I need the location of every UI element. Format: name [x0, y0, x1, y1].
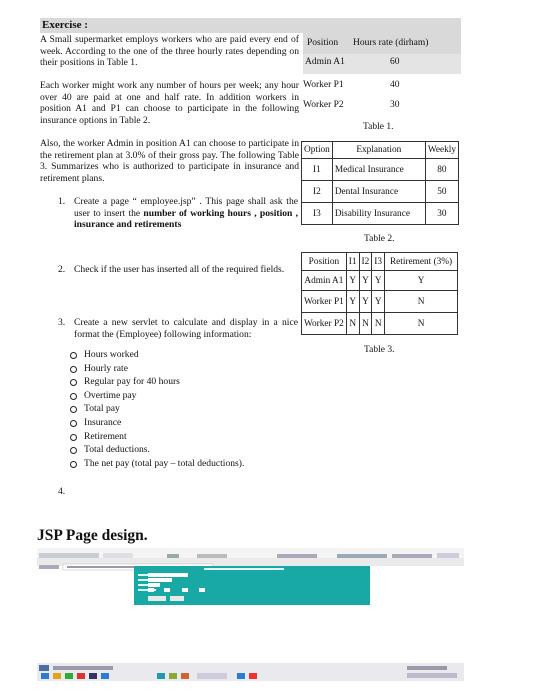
task4-number: 4.: [58, 486, 66, 497]
task2-number: 2.: [58, 264, 66, 275]
table2-header: Explanation: [332, 142, 425, 159]
list-item-text: Total pay: [84, 403, 120, 415]
browser-tab-bar: [37, 548, 464, 558]
table2-cell: 80: [425, 159, 458, 181]
table3-cell: Y: [359, 271, 372, 291]
table2: [301, 141, 459, 225]
table3-header: Retirement (3%): [385, 253, 458, 271]
list-item: [70, 362, 310, 376]
table3-cell: Worker P1: [302, 291, 347, 313]
table3-header: I2: [359, 253, 372, 271]
paragraph-insurance: Each worker might work any number of hours per week; any hour over 40 are paid at one and half rate. In addition workers in position A1 and P1 can choose to participate in the following insurance options in Table 2.: [40, 80, 299, 126]
table1-header: [303, 32, 461, 54]
os-taskbar-graphic: [37, 663, 464, 681]
table3-caption: Table 3.: [364, 345, 395, 355]
bullet-circle-icon: [70, 420, 77, 427]
table2-header: Option: [302, 142, 333, 159]
table2-cell: Medical Insurance: [332, 159, 425, 181]
app-form-area: [134, 566, 370, 605]
table3-cell: Admin A1: [302, 271, 347, 291]
table1-row-position: Worker P1: [303, 80, 344, 90]
bullet-list: [70, 348, 310, 470]
task1-text-bold: number of working hours , position , insurance and retirements: [74, 207, 299, 231]
bullet-circle-icon: [70, 434, 77, 441]
table3-cell: Y: [359, 291, 372, 313]
table3-cell: Y: [346, 291, 359, 313]
bullet-circle-icon: [70, 366, 77, 373]
table3-cell: N: [346, 313, 359, 335]
table3-cell: N: [385, 313, 458, 335]
table3-header: I3: [372, 253, 385, 271]
task1-text-plain: Create a page “ employee.jsp” . This page shall ask the user to insert the: [74, 196, 298, 219]
os-taskbar: [37, 663, 464, 681]
table1-header-rate: Hours rate (dirham): [353, 38, 429, 48]
list-item-text: Total deductions.: [84, 444, 150, 456]
table3-cell: Y: [372, 291, 385, 313]
list-item-text: Hourly rate: [84, 362, 128, 374]
list-item-text: Insurance: [84, 416, 122, 428]
table3-cell: N: [359, 313, 372, 335]
list-item: [70, 348, 310, 362]
table2-cell: I2: [302, 181, 333, 203]
bullet-circle-icon: [70, 406, 77, 413]
list-item: [70, 443, 310, 457]
table3-cell: Y: [346, 271, 359, 291]
table1-row-rate: 60: [390, 57, 400, 67]
list-item: [70, 457, 310, 471]
bullet-circle-icon: [70, 379, 77, 386]
table2-cell: 50: [425, 181, 458, 203]
table1-row-position: Admin A1: [305, 57, 345, 67]
table1-header-position: Position: [307, 38, 339, 48]
task1-text: [74, 196, 298, 231]
task3-number: 3.: [58, 317, 66, 328]
task2-text: Check if the user has inserted all of the required fields.: [74, 264, 285, 275]
exercise-title: Exercise :: [40, 18, 461, 33]
table2-cell: Disability Insurance: [332, 203, 425, 225]
list-item: [70, 416, 310, 430]
table3-header: Position: [302, 253, 347, 271]
table3-cell: Worker P2: [302, 313, 347, 335]
table3-cell: Y: [385, 271, 458, 291]
bullet-circle-icon: [70, 447, 77, 454]
bullet-circle-icon: [70, 352, 77, 359]
intro-paragraph: A Small supermarket employs workers who are paid every end of week. According to the one of the three hourly rates depending on their positions in Table 1.: [40, 34, 299, 69]
list-item: [70, 375, 310, 389]
jsp-heading: JSP Page design.: [37, 527, 148, 544]
list-item-text: Retirement: [84, 430, 127, 442]
list-item-text: Hours worked: [84, 349, 139, 360]
table2-caption: Table 2.: [364, 234, 395, 244]
list-item: [70, 402, 310, 416]
table3-cell: N: [385, 291, 458, 313]
bullet-circle-icon: [70, 393, 77, 400]
list-item: [70, 430, 310, 444]
task1-number: 1.: [58, 196, 66, 207]
list-item-text: Regular pay for 40 hours: [84, 376, 180, 388]
table2-cell: 30: [425, 203, 458, 225]
table3: [301, 252, 458, 335]
list-item-text: The net pay (total pay – total deductions).: [84, 457, 245, 469]
table1-row-position: Worker P2: [303, 100, 344, 110]
table3-cell: Y: [372, 271, 385, 291]
table1-caption: Table 1.: [363, 122, 394, 132]
table1-row-rate: 30: [390, 100, 400, 110]
table3-header: I1: [346, 253, 359, 271]
table1-row-rate: 40: [390, 80, 400, 90]
table2-cell: I1: [302, 159, 333, 181]
paragraph-retirement: Also, the worker Admin in position A1 can choose to participate in the retirement plan at 3.0% of their gross pay. The following Table 3. Summarizes who is authorized to participate in insurance and retirement plans.: [40, 138, 299, 184]
table2-cell: Dental Insurance: [332, 181, 425, 203]
task3-text: Create a new servlet to calculate and display in a nice format the (Employee) following information:: [74, 317, 298, 340]
browser-address-bar: [37, 558, 464, 566]
app-form-graphic: [134, 566, 370, 605]
list-item: [70, 389, 310, 403]
table3-cell: N: [372, 313, 385, 335]
list-item-text: Overtime pay: [84, 389, 137, 401]
table2-cell: I3: [302, 203, 333, 225]
bullet-circle-icon: [70, 461, 77, 468]
table2-header: Weekly: [425, 142, 458, 159]
